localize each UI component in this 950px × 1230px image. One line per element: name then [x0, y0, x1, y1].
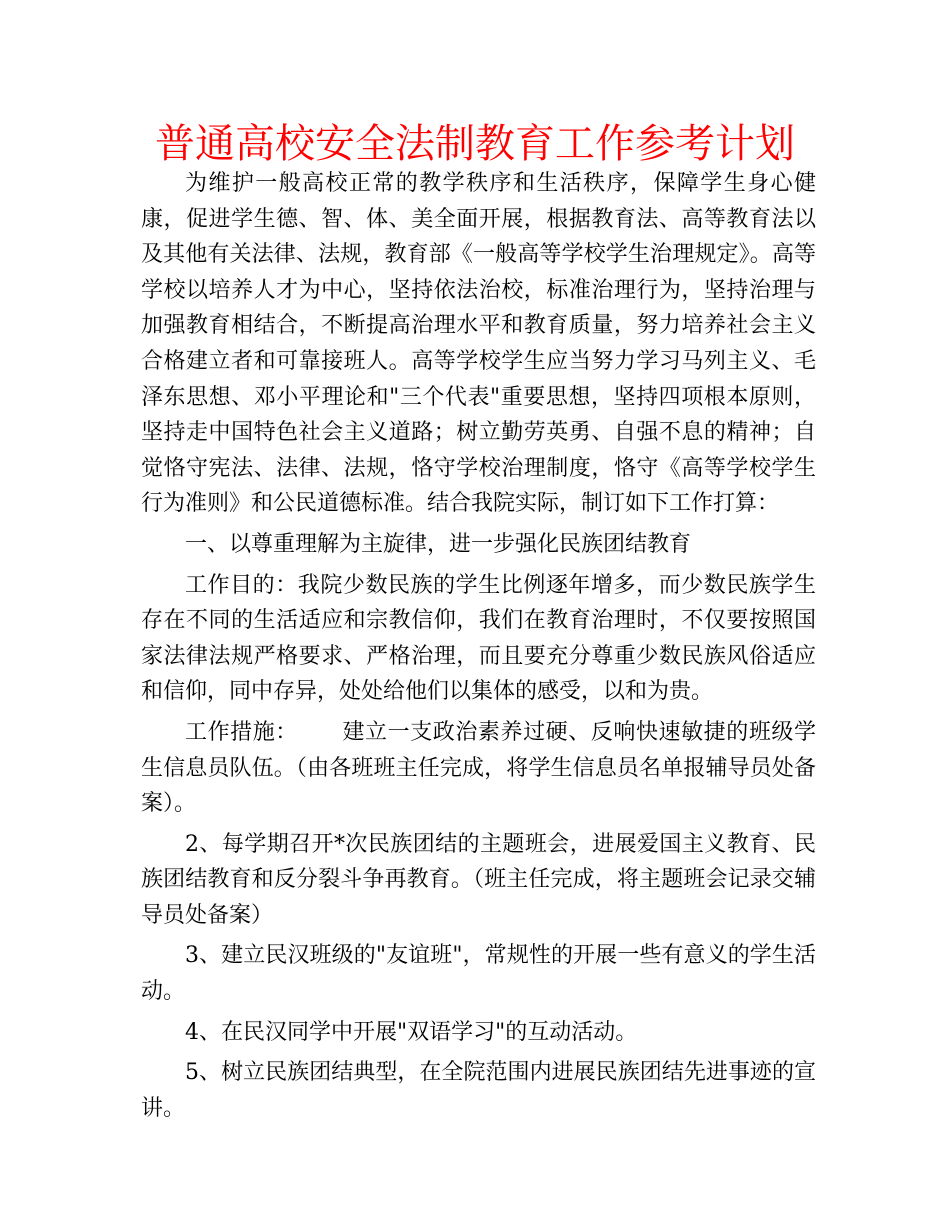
measures-label: 工作措施： [185, 719, 298, 745]
document-title: 普通高校安全法制教育工作参考计划 [155, 121, 795, 167]
measures-paragraph [141, 715, 816, 822]
list-item-4: 4、在民汉同学中开展"双语学习"的互动活动。 [185, 1019, 638, 1045]
document-body [141, 166, 816, 1126]
goal-paragraph: 工作目的：我院少数民族的学生比例逐年增多，而少数民族学生存在不同的生活适应和宗教信仰，我们在教育治理时，不仅要按照国家法律法规严格要求、严格治理，而且要充分尊重少数民族风俗适应和信仰，同中存异，处处给他们以集体的感受，以和为贵。 [141, 572, 816, 705]
intro-paragraph: 为维护一般高校正常的教学秩序和生活秩序，保障学生身心健康，促进学生德、智、体、美全面开展，根据教育法、高等教育法以及其他有关法律、法规，教育部《一般高等学校学生治理规定》。高等学校以培养人才为中心，坚持依法治校，标准治理行为，坚持治理与加强教育相结合，不断提高治理水平和教育质量，努力培养社会主义合格建立者和可靠接班人。高等学校学生应当努力学习马列主义、毛泽东思想、邓小平理论和"三个代表"重要思想，坚持四项根本原则，坚持走中国特色社会主义道路；树立勤劳英勇、自强不息的精神；自觉恪守宪法、法律、法规，恪守学校治理制度，恪守《高等学校学生行为准则》和公民道德标准。结合我院实际，制订如下工作打算： [141, 171, 816, 517]
list-item-3: 3、建立民汉班级的"友谊班"，常规性的开展一些有意义的学生活动。 [141, 943, 816, 1005]
list-item-2: 2、每学期召开*次民族团结的主题班会，进展爱国主义教育、民族团结教育和反分裂斗争再教育。（班主任完成，将主题班会记录交辅导员处备案） [141, 831, 816, 928]
section-heading: 一、以尊重理解为主旋律，进一步强化民族团结教育 [185, 531, 692, 557]
list-item-5: 5、树立民族团结典型，在全院范围内进展民族团结先进事迹的宣讲。 [141, 1060, 816, 1121]
measures-text: 建立一支政治素养过硬、反响快速敏捷的班级学生信息员队伍。（由各班班主任完成，将学生信息员名单报辅导员处备案）。 [141, 719, 816, 817]
